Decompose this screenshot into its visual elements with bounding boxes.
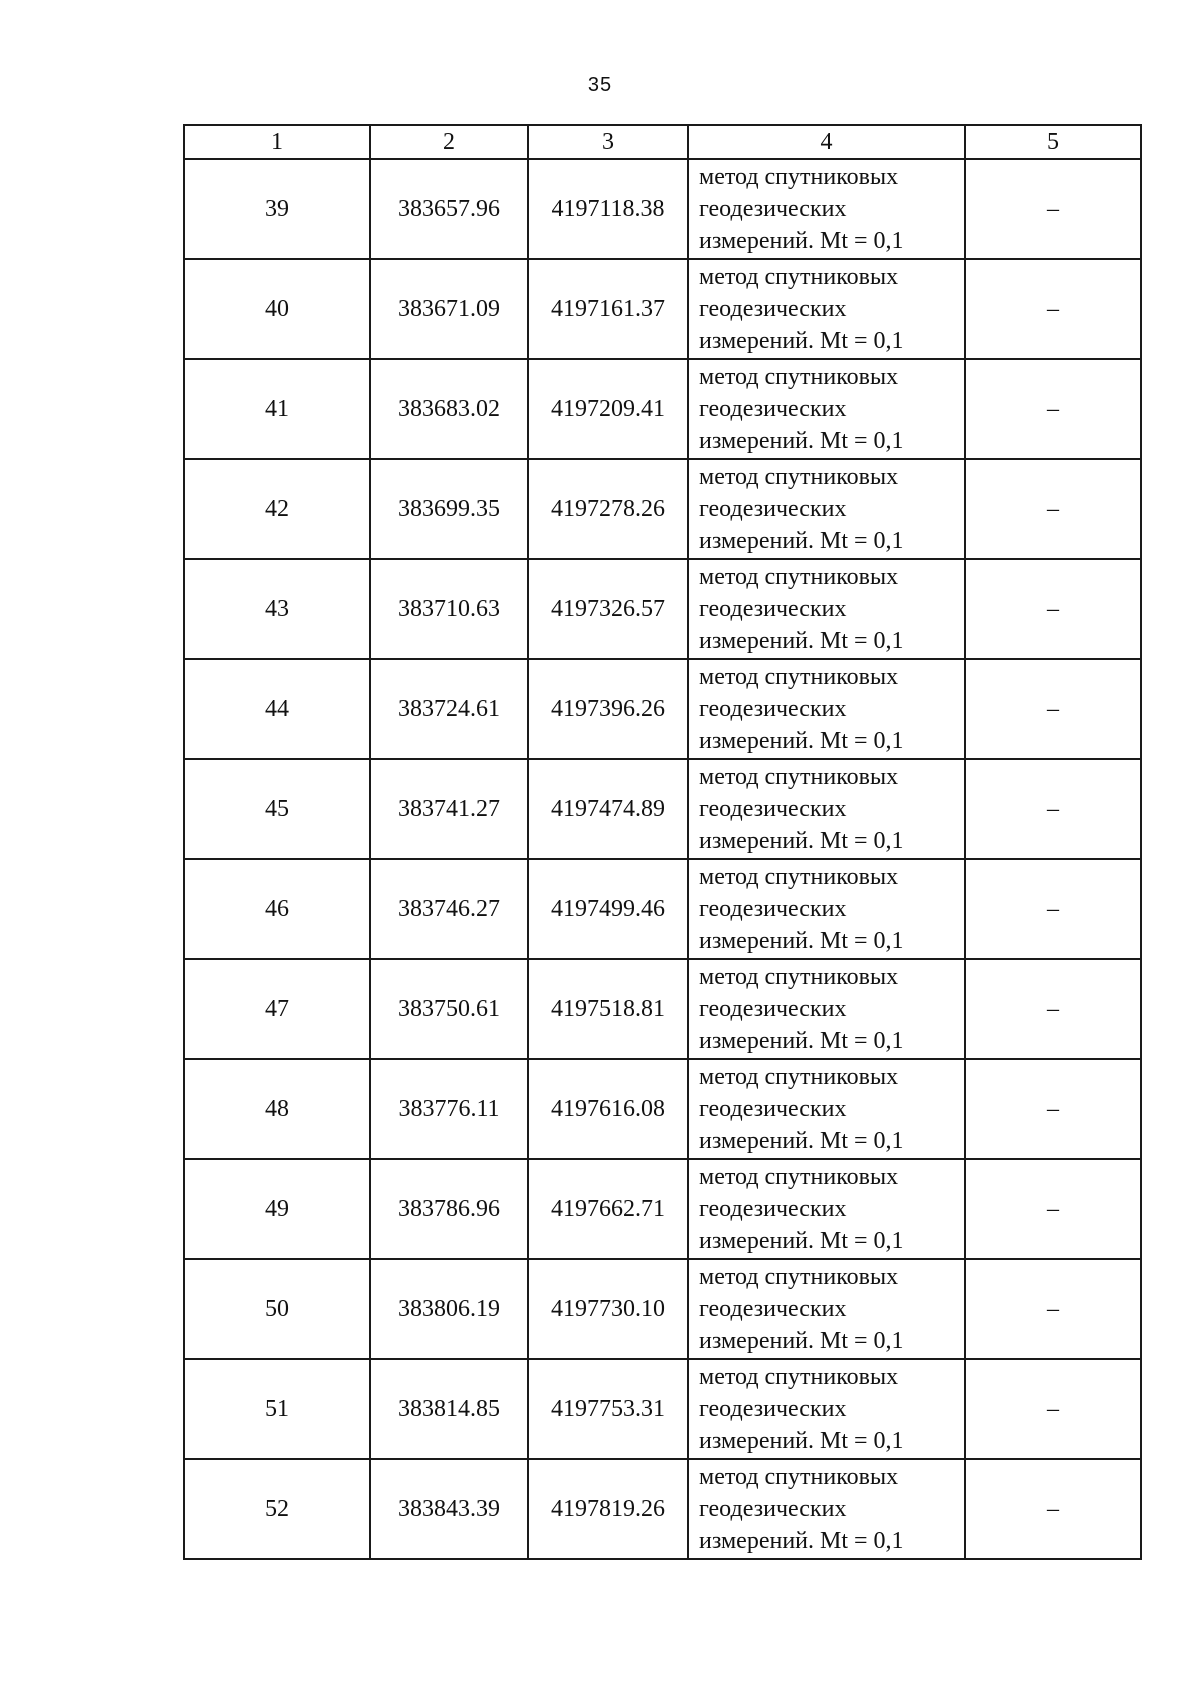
method-line: метод спутниковых [699,964,899,990]
y-coordinate-cell: 4197499.46 [528,859,688,959]
table-row [184,459,1141,559]
point-number-cell: 52 [184,1459,370,1559]
method-line: метод спутниковых [699,664,899,690]
method-cell [688,1359,965,1459]
method-cell [688,1459,965,1559]
x-coordinate-cell: 383724.61 [370,659,528,759]
table-row [184,1359,1141,1459]
table-row [184,859,1141,959]
y-coordinate-cell: 4197730.10 [528,1259,688,1359]
method-line: метод спутниковых [699,364,899,390]
y-coordinate-cell: 4197209.41 [528,359,688,459]
point-number-cell: 43 [184,559,370,659]
method-line: измерений. Mt = 0,1 [699,1128,904,1154]
method-line: измерений. Mt = 0,1 [699,428,904,454]
method-line: геодезических [699,1196,847,1222]
y-coordinate-cell: 4197819.26 [528,1459,688,1559]
point-number-cell: 46 [184,859,370,959]
point-number-cell: 39 [184,159,370,259]
x-coordinate-cell: 383699.35 [370,459,528,559]
x-coordinate-cell: 383746.27 [370,859,528,959]
x-coordinate-cell: 383671.09 [370,259,528,359]
table-row [184,759,1141,859]
column-5-cell: – [965,259,1141,359]
method-line: геодезических [699,596,847,622]
column-header: 5 [965,125,1141,159]
x-coordinate-cell: 383776.11 [370,1059,528,1159]
method-line: геодезических [699,1096,847,1122]
x-coordinate-cell: 383683.02 [370,359,528,459]
point-number-cell: 45 [184,759,370,859]
method-line: метод спутниковых [699,1464,899,1490]
method-line: метод спутниковых [699,464,899,490]
x-coordinate-cell: 383710.63 [370,559,528,659]
method-cell [688,959,965,1059]
x-coordinate-cell: 383843.39 [370,1459,528,1559]
method-line: метод спутниковых [699,1364,899,1390]
column-5-cell: – [965,1359,1141,1459]
table-row [184,1259,1141,1359]
method-line: измерений. Mt = 0,1 [699,1328,904,1354]
column-5-cell: – [965,1059,1141,1159]
x-coordinate-cell: 383806.19 [370,1259,528,1359]
method-line: метод спутниковых [699,564,899,590]
method-line: измерений. Mt = 0,1 [699,528,904,554]
method-line: измерений. Mt = 0,1 [699,828,904,854]
column-5-cell: – [965,759,1141,859]
method-line: измерений. Mt = 0,1 [699,928,904,954]
method-cell [688,759,965,859]
method-line: геодезических [699,1396,847,1422]
column-header: 2 [370,125,528,159]
method-line: геодезических [699,296,847,322]
point-number-cell: 50 [184,1259,370,1359]
method-line: метод спутниковых [699,1064,899,1090]
method-line: геодезических [699,896,847,922]
method-line: геодезических [699,996,847,1022]
point-number-cell: 47 [184,959,370,1059]
y-coordinate-cell: 4197662.71 [528,1159,688,1259]
table-header-row [184,125,1141,159]
method-cell [688,1159,965,1259]
method-cell [688,359,965,459]
column-5-cell: – [965,1159,1141,1259]
column-header: 3 [528,125,688,159]
x-coordinate-cell: 383657.96 [370,159,528,259]
method-line: метод спутниковых [699,1264,899,1290]
method-line: измерений. Mt = 0,1 [699,228,904,254]
method-cell [688,459,965,559]
column-5-cell: – [965,859,1141,959]
y-coordinate-cell: 4197161.37 [528,259,688,359]
table-row [184,259,1141,359]
method-cell [688,559,965,659]
point-number-cell: 40 [184,259,370,359]
y-coordinate-cell: 4197396.26 [528,659,688,759]
column-header: 1 [184,125,370,159]
method-cell [688,1059,965,1159]
method-cell [688,1259,965,1359]
point-number-cell: 41 [184,359,370,459]
y-coordinate-cell: 4197118.38 [528,159,688,259]
table-row [184,159,1141,259]
method-line: измерений. Mt = 0,1 [699,1528,904,1554]
point-number-cell: 48 [184,1059,370,1159]
point-number-cell: 51 [184,1359,370,1459]
y-coordinate-cell: 4197753.31 [528,1359,688,1459]
method-line: измерений. Mt = 0,1 [699,328,904,354]
column-5-cell: – [965,559,1141,659]
table-row [184,659,1141,759]
page-number: 35 [587,74,613,96]
method-line: геодезических [699,796,847,822]
method-line: метод спутниковых [699,1164,899,1190]
method-line: геодезических [699,696,847,722]
column-5-cell: – [965,959,1141,1059]
column-5-cell: – [965,659,1141,759]
method-line: метод спутниковых [699,764,899,790]
method-line: измерений. Mt = 0,1 [699,628,904,654]
table-row [184,1459,1141,1559]
method-line: геодезических [699,396,847,422]
method-line: измерений. Mt = 0,1 [699,728,904,754]
method-cell [688,859,965,959]
method-line: геодезических [699,1296,847,1322]
column-header: 4 [688,125,965,159]
method-line: измерений. Mt = 0,1 [699,1228,904,1254]
coordinates-table [183,124,1142,1560]
column-5-cell: – [965,159,1141,259]
y-coordinate-cell: 4197474.89 [528,759,688,859]
table-row [184,359,1141,459]
method-cell [688,659,965,759]
point-number-cell: 49 [184,1159,370,1259]
method-cell [688,159,965,259]
x-coordinate-cell: 383750.61 [370,959,528,1059]
method-line: геодезических [699,496,847,522]
method-line: метод спутниковых [699,864,899,890]
y-coordinate-cell: 4197616.08 [528,1059,688,1159]
table-row [184,1159,1141,1259]
x-coordinate-cell: 383741.27 [370,759,528,859]
table-body [184,159,1141,1559]
table-row [184,1059,1141,1159]
method-cell [688,259,965,359]
y-coordinate-cell: 4197518.81 [528,959,688,1059]
method-line: геодезических [699,196,847,222]
point-number-cell: 44 [184,659,370,759]
column-5-cell: – [965,459,1141,559]
y-coordinate-cell: 4197326.57 [528,559,688,659]
method-line: измерений. Mt = 0,1 [699,1028,904,1054]
column-5-cell: – [965,1459,1141,1559]
column-5-cell: – [965,359,1141,459]
method-line: метод спутниковых [699,264,899,290]
method-line: геодезических [699,1496,847,1522]
x-coordinate-cell: 383814.85 [370,1359,528,1459]
method-line: измерений. Mt = 0,1 [699,1428,904,1454]
table-row [184,959,1141,1059]
point-number-cell: 42 [184,459,370,559]
x-coordinate-cell: 383786.96 [370,1159,528,1259]
method-line: метод спутниковых [699,164,899,190]
y-coordinate-cell: 4197278.26 [528,459,688,559]
table-row [184,559,1141,659]
column-5-cell: – [965,1259,1141,1359]
